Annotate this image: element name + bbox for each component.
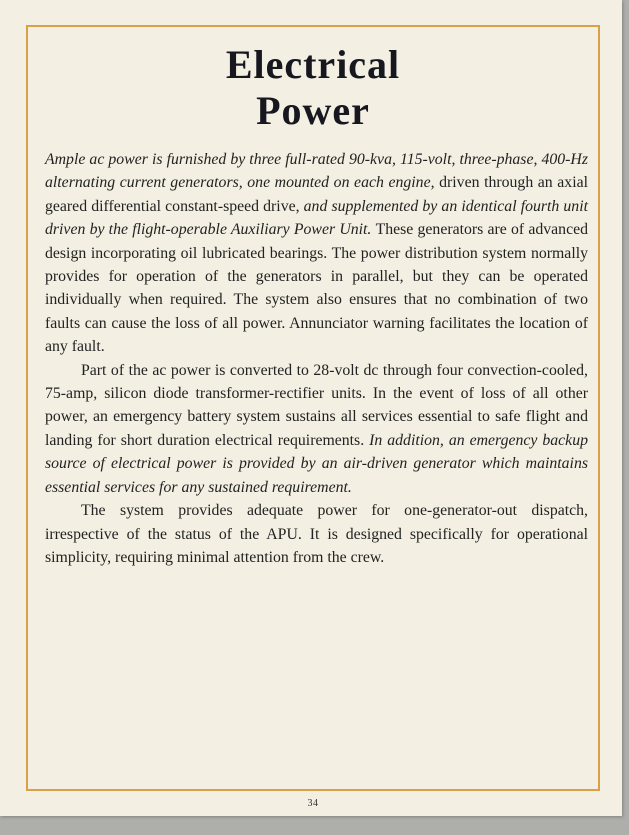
page-title-line2: Power xyxy=(256,88,370,133)
text-segment: Part of the ac power is converted to 28-volt dc through four convection-cooled, 75-amp, silicon diode transformer-rectifier units. In the event of loss of all other power, an emergency battery system sustains all services essential to safe flight and landing for short duration electrical requirements. xyxy=(45,361,588,449)
text-segment: The system provides adequate power for one-generator-out dispatch, irrespective of the status of the APU. It is designed specifically for operational simplicity, requiring minimal attention from the crew. xyxy=(45,502,588,566)
italic-text-segment: Ample ac power is furnished by three full-rated 90-kva, 115-volt, three-phase, 400-Hz alternating current generators, one mounted on each engine, xyxy=(45,151,588,192)
text-segment: These generators are of advanced design incorporating oil lubricated bearings. The power distribution system normally provides for operation of the generators in parallel, but they can be operated individually when required. The system also ensures that no combination of two faults can cause the loss of all power. Annunciator warning facilitates the location of any fault. xyxy=(45,221,589,356)
page-title-line1: Electrical xyxy=(225,42,401,87)
body-text xyxy=(45,148,588,569)
italic-text-segment: In addition, an emergency backup source of electrical power is provided by an air-driven generator which maintains essential services for any sustained requirement. xyxy=(45,431,588,496)
page-number: 34 xyxy=(307,798,319,809)
paragraph xyxy=(45,499,588,569)
italic-text-segment: and supplemented by an identical fourth unit driven by the flight-operable Auxiliary Power Unit. xyxy=(45,197,588,239)
paragraph xyxy=(45,148,588,359)
text-segment: driven through an axial geared differential constant-speed drive, xyxy=(45,174,588,215)
paragraph xyxy=(45,359,588,499)
page-title xyxy=(26,42,600,134)
